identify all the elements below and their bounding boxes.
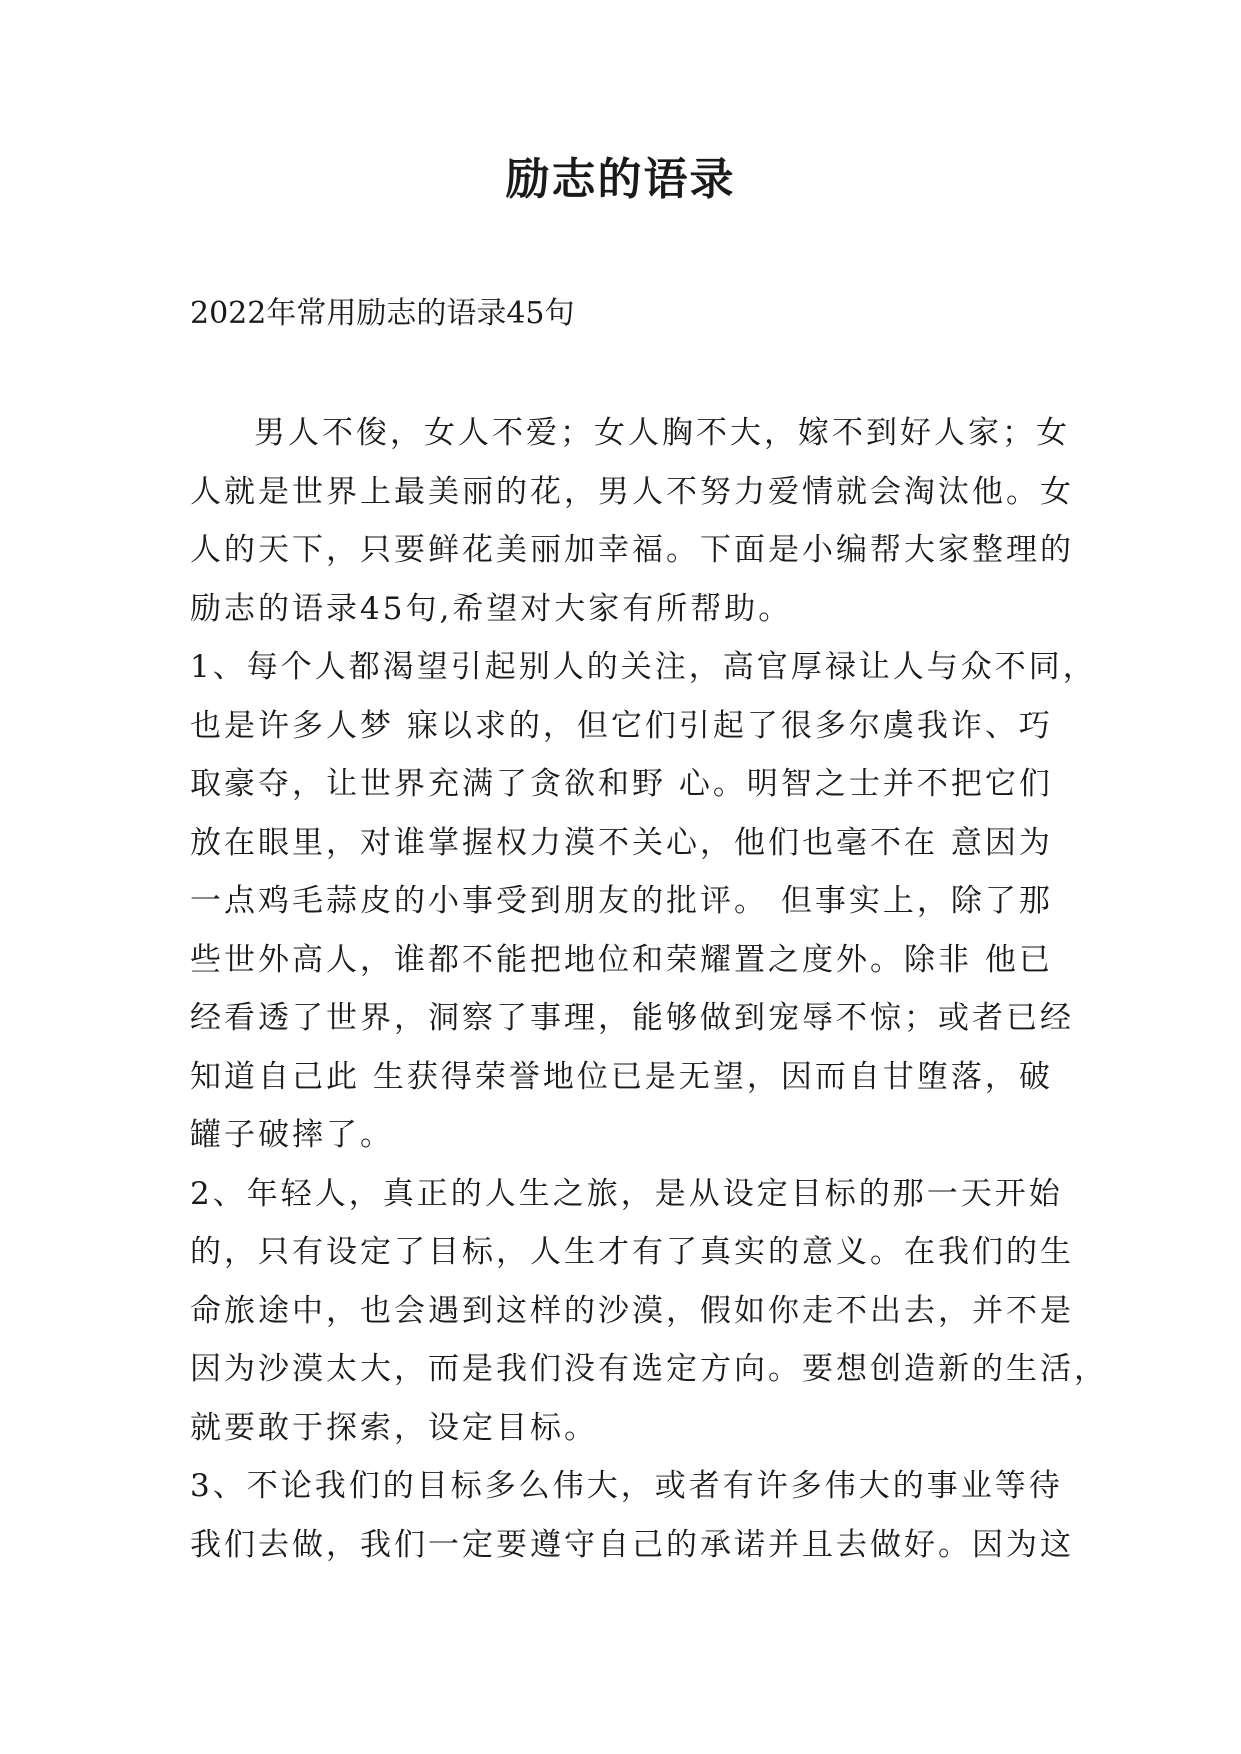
body-line: 3、不论我们的目标多么伟大，或者有许多伟大的事业等待 bbox=[190, 1468, 1063, 1504]
body-line: 我们去做，我们一定要遵守自己的承诺并且去做好。因为这 bbox=[190, 1526, 1074, 1563]
document-body bbox=[190, 404, 1108, 1574]
body-line: 罐子破摔了。 bbox=[190, 1117, 394, 1153]
body-line: 放在眼里，对谁掌握权力漠不关心，他们也毫不在 意因为 bbox=[190, 824, 1053, 861]
document-title: 励志的语录 bbox=[505, 154, 736, 205]
body-line: 取豪夺，让世界充满了贪欲和野 心。明智之士并不把它们 bbox=[190, 766, 1053, 802]
body-line: 知道自己此 生获得荣誉地位已是无望，因而自甘堕落，破 bbox=[190, 1058, 1053, 1095]
body-line: 命旅途中，也会遇到这样的沙漠，假如你走不出去，并不是 bbox=[190, 1292, 1074, 1329]
body-line: 些世外高人，谁都不能把地位和荣耀置之度外。除非 他已 bbox=[190, 941, 1053, 978]
body-line: 人的天下，只要鲜花美丽加幸福。下面是小编帮大家整理的 bbox=[190, 532, 1074, 568]
body-line: 一点鸡毛蒜皮的小事受到朋友的批评。 但事实上，除了那 bbox=[190, 883, 1053, 919]
body-line: 2、年轻人，真正的人生之旅，是从设定目标的那一天开始 bbox=[190, 1175, 1063, 1212]
body-line: 男人不俊，女人不爱；女人胸不大，嫁不到好人家；女 bbox=[254, 415, 1070, 451]
body-line: 1、每个人都渴望引起别人的关注，高官厚禄让人与众不同， bbox=[190, 649, 1097, 685]
body-line: 经看透了世界，洞察了事理，能够做到宠辱不惊；或者已经 bbox=[190, 1000, 1074, 1036]
body-line: 因为沙漠太大，而是我们没有选定方向。要想创造新的生活， bbox=[190, 1351, 1108, 1387]
body-line: 人就是世界上最美丽的花，男人不努力爱情就会淘汰他。女 bbox=[190, 473, 1074, 510]
document-subtitle: 2022年常用励志的语录45句 bbox=[190, 296, 575, 331]
body-line: 的，只有设定了目标，人生才有了真实的意义。在我们的生 bbox=[190, 1234, 1074, 1270]
body-line: 励志的语录45句,希望对大家有所帮助。 bbox=[190, 590, 793, 627]
body-line: 也是许多人梦 寐以求的，但它们引起了很多尔虞我诈、巧 bbox=[190, 707, 1053, 744]
body-line: 就要敢于探索，设定目标。 bbox=[190, 1409, 598, 1446]
